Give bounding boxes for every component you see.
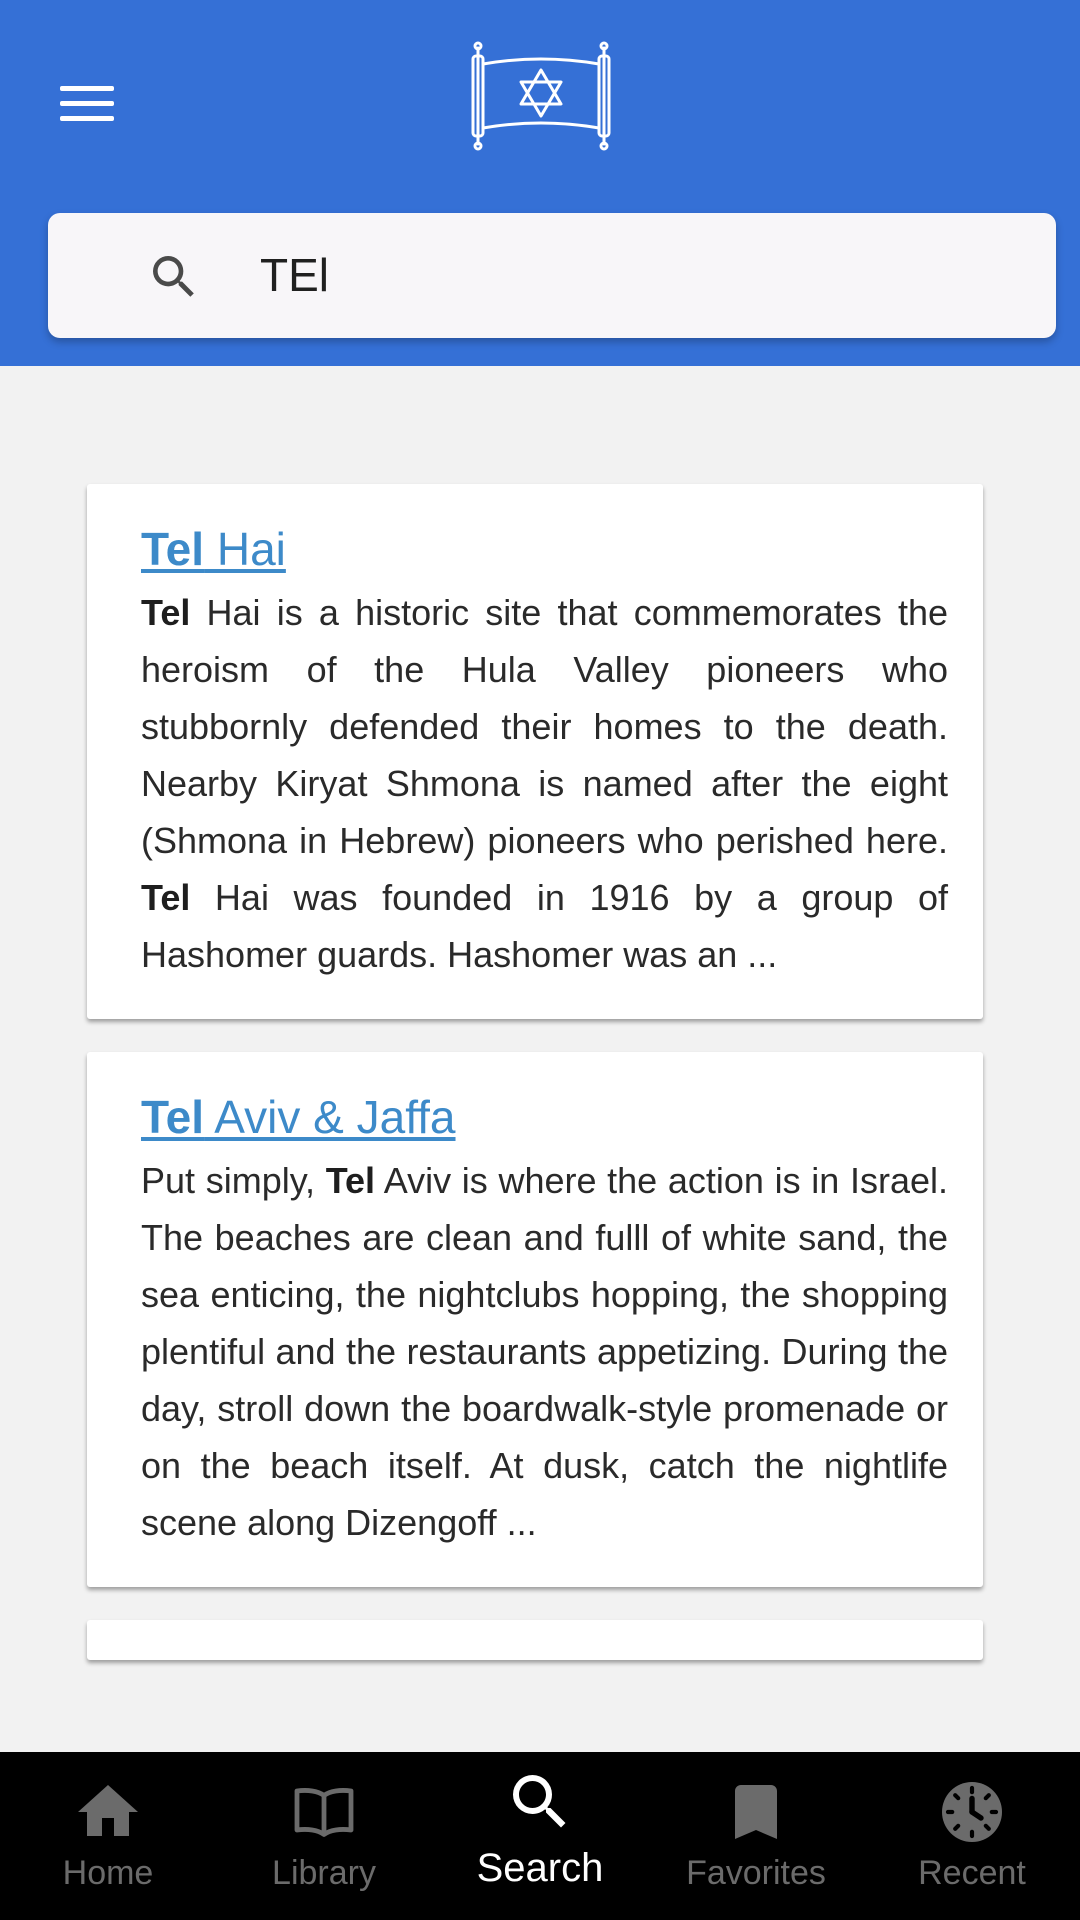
snippet-text: Hai was founded in 1916 by a group of Hashomer guards. Hashomer was an ...: [141, 877, 948, 975]
nav-label: Recent: [918, 1854, 1026, 1892]
nav-favorites[interactable]: [648, 1752, 864, 1920]
search-results-list: [87, 484, 983, 1660]
nav-label: Library: [272, 1854, 376, 1892]
snippet-text: Put simply,: [141, 1160, 326, 1201]
search-bar: [48, 213, 1056, 338]
nav-search[interactable]: [432, 1752, 648, 1920]
result-card[interactable]: [87, 484, 983, 1019]
title-highlight: Tel: [141, 523, 205, 575]
torah-scroll-logo-icon: [456, 40, 626, 152]
nav-home[interactable]: [0, 1752, 216, 1920]
result-card[interactable]: [87, 1620, 983, 1660]
home-icon: [72, 1776, 144, 1848]
result-title-link[interactable]: [141, 520, 286, 578]
menu-line: [60, 116, 114, 121]
result-snippet: [141, 1152, 948, 1551]
nav-label: Search: [476, 1846, 604, 1890]
book-icon: [288, 1776, 360, 1848]
app-header: [0, 0, 1080, 366]
search-input[interactable]: [260, 239, 1020, 311]
bottom-navigation: [0, 1752, 1080, 1920]
bookmark-icon: [720, 1776, 792, 1848]
menu-line: [60, 101, 114, 106]
menu-line: [60, 86, 114, 91]
search-icon[interactable]: [146, 249, 202, 305]
result-snippet: [141, 584, 948, 983]
nav-label: Home: [62, 1854, 154, 1892]
snippet-highlight: Tel: [141, 592, 191, 633]
snippet-highlight: Tel: [141, 877, 191, 918]
snippet-text: Hai is a historic site that commemorates the heroism of the Hula Valley pioneers who stubbornly defended their homes to the death. Nearby Kiryat Shmona is named after the eight (Shmona in Hebrew) pioneers who perished here.: [141, 592, 948, 861]
title-rest: Aviv & Jaffa: [204, 1091, 456, 1143]
result-title-link[interactable]: [141, 1088, 456, 1146]
title-highlight: Tel: [141, 1091, 205, 1143]
nav-library[interactable]: [216, 1752, 432, 1920]
result-card[interactable]: [87, 1052, 983, 1587]
snippet-highlight: Tel: [325, 1160, 376, 1201]
hamburger-menu-button[interactable]: [54, 70, 120, 136]
search-icon: [504, 1766, 576, 1838]
nav-label: Favorites: [686, 1854, 826, 1892]
snippet-text: Aviv is where the action is in Israel. The beaches are clean and fulll of white sand, the sea enticing, the nightclubs hopping, the shopping plentiful and the restaurants appetizing. During the day, stroll down the boardwalk-style promenade or on the beach itself. At dusk, catch the nightlife scene along Dizengoff ...: [141, 1160, 948, 1543]
nav-recent[interactable]: [864, 1752, 1080, 1920]
clock-icon: [936, 1776, 1008, 1848]
title-rest: Hai: [204, 523, 286, 575]
